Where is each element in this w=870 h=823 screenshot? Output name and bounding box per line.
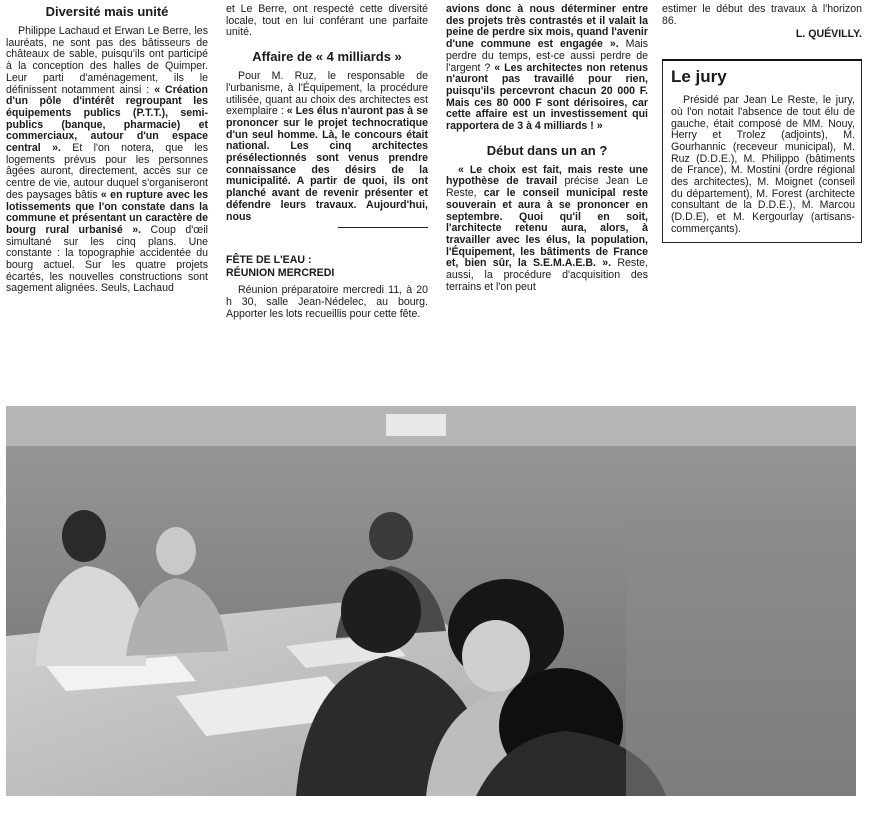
column-2 <box>226 4 428 320</box>
quote-bold: « Création d'un pôle d'intérêt regroupant les équipements publics (P.T.T.), semi-publics (banque, pharmacie) et commerciaux, autour d'un espace central ». <box>6 83 208 155</box>
quote-bold: « Les architectes non retenus n'auront pas travaillé pour rien, puisqu'ils percevront chacun 20 000 F. Mais ces 80 000 F sont dérisoires, car cette affaire est un investissement qui rapportera de 3 à 4 milliards ! » <box>446 61 648 133</box>
photo-illustration <box>6 406 856 796</box>
text: Reste, aussi, la procédure d'acquisition des terrains et l'on peut <box>446 257 649 293</box>
column-rule <box>338 227 428 228</box>
subheading-milliards: Affaire de « 4 milliards » <box>252 49 402 65</box>
jury-text: Présidé par Jean Le Reste, le jury, où l'on notait l'absence de tout élu de gauche, était composé de MM. Nouy, Herry et Trolez (adjoints), M. Gourhannic (receveur municipal), M. Ruz (D.D.E.), M. Philippo (bâtiments de France), M. Mostini (ordre régional des architectes), M. Moignet (conseil du département), M. Forest (architecte consultant de la D.D.E.), M. Marcou (D.D.E), et M. Kergourlay (artisans-commerçants). <box>671 94 855 235</box>
quote-bold: « en rupture avec les lotissements que l'on constate dans la commune et présentant un caractère de bourg rural urbanisé ». <box>6 188 209 236</box>
paragraph: estimer le début des travaux à l'horizon 86. <box>662 3 862 27</box>
paragraph <box>446 4 648 133</box>
signature: L. QUÉVILLY. <box>795 28 862 41</box>
person-head <box>341 569 421 653</box>
person-head <box>156 527 196 575</box>
quote-bold: avions donc à nous déterminer entre des projets très contrastés et il valait la peine de perdre six mois, quand l'avenir d'une commune est engagée ». <box>446 3 648 51</box>
fete-text: Réunion préparatoire mercredi 11, à 20 h 30, salle Jean-Nédelec, au bourg. Apporter les lots recueillis pour cette fête. <box>226 284 428 320</box>
person-head <box>62 510 106 562</box>
jury-title: Le jury <box>671 67 727 87</box>
fete-heading <box>226 254 428 280</box>
text: Philippe Lachaud et Erwan Le Berre, les lauréats, ne sont pas des bâtisseurs de châteaux de sable, puisqu'ils ont participé à la conception des halles de Quimper. Leur parti d'aménagement, ils le définissent notamment ainsi : <box>6 25 208 96</box>
meeting-photo <box>6 406 856 796</box>
wall-lamp <box>386 414 446 436</box>
person-head <box>369 512 413 560</box>
fete-title: FÊTE DE L'EAU : <box>226 254 312 267</box>
text: Coup d'œil simultané sur les cinq plans. Une constante : la topographie accidentée du bourg actuel. Sur les quatre projets écartés, les nouvelles constructions sont sagement alignées. Seuls, Lachaud <box>6 223 208 295</box>
quote-bold: « Les élus n'auront pas à se prononcer sur le projet technocratique d'un seul homme. Là, le concours était national. Les cinq architectes présélectionnés sont venus prendre connaissance des désirs de la municipalité. A partir de quoi, ils ont planché avant de revenir présenter et défendre leurs travaux. Aujourd'hui, nous <box>226 105 428 223</box>
jury-box <box>662 59 862 242</box>
text: précise Jean Le Reste, <box>446 175 648 200</box>
paragraph: et Le Berre, ont respecté cette diversité locale, tout en lui conférant une parfaite unité. <box>226 3 428 39</box>
quote-bold: « Le choix est fait, mais reste une hypothèse de travail <box>446 163 648 188</box>
text: Pour M. Ruz, le responsable de l'urbanisme, à l'Équipement, la procédure utilisée, quant au choix des architectes est exemplaire : <box>226 70 428 118</box>
person-face <box>462 620 530 692</box>
background-shadow <box>626 506 856 796</box>
quote-bold: car le conseil municipal reste souverain et aura à se prononcer en septembre. Quoi qu'il en soit, l'architecte retenu aura, alors, à travailler avec les élus, la population, l'Équipement, les bâtiments de France et, bien sûr, la S.E.M.A.E.B. ». <box>446 187 649 270</box>
text: Et l'on notera, que les logements prévus pour les personnes âgées auront, directement, accès sur ce centre de vie, autour duquel s'organiseront des paysages bâtis <box>6 142 208 201</box>
paragraph <box>446 165 648 294</box>
column-4 <box>662 4 862 243</box>
paragraph <box>6 26 208 295</box>
fete-subtitle: RÉUNION MERCREDI <box>226 267 335 280</box>
column-1 <box>6 4 208 295</box>
text: Mais perdre du temps, est-ce aussi perdre de l'argent ? <box>446 38 648 74</box>
subheading-diversite: Diversité mais unité <box>45 4 169 19</box>
paragraph <box>226 71 428 223</box>
subheading-debut: Début dans un an ? <box>486 142 608 158</box>
column-3 <box>446 4 648 293</box>
